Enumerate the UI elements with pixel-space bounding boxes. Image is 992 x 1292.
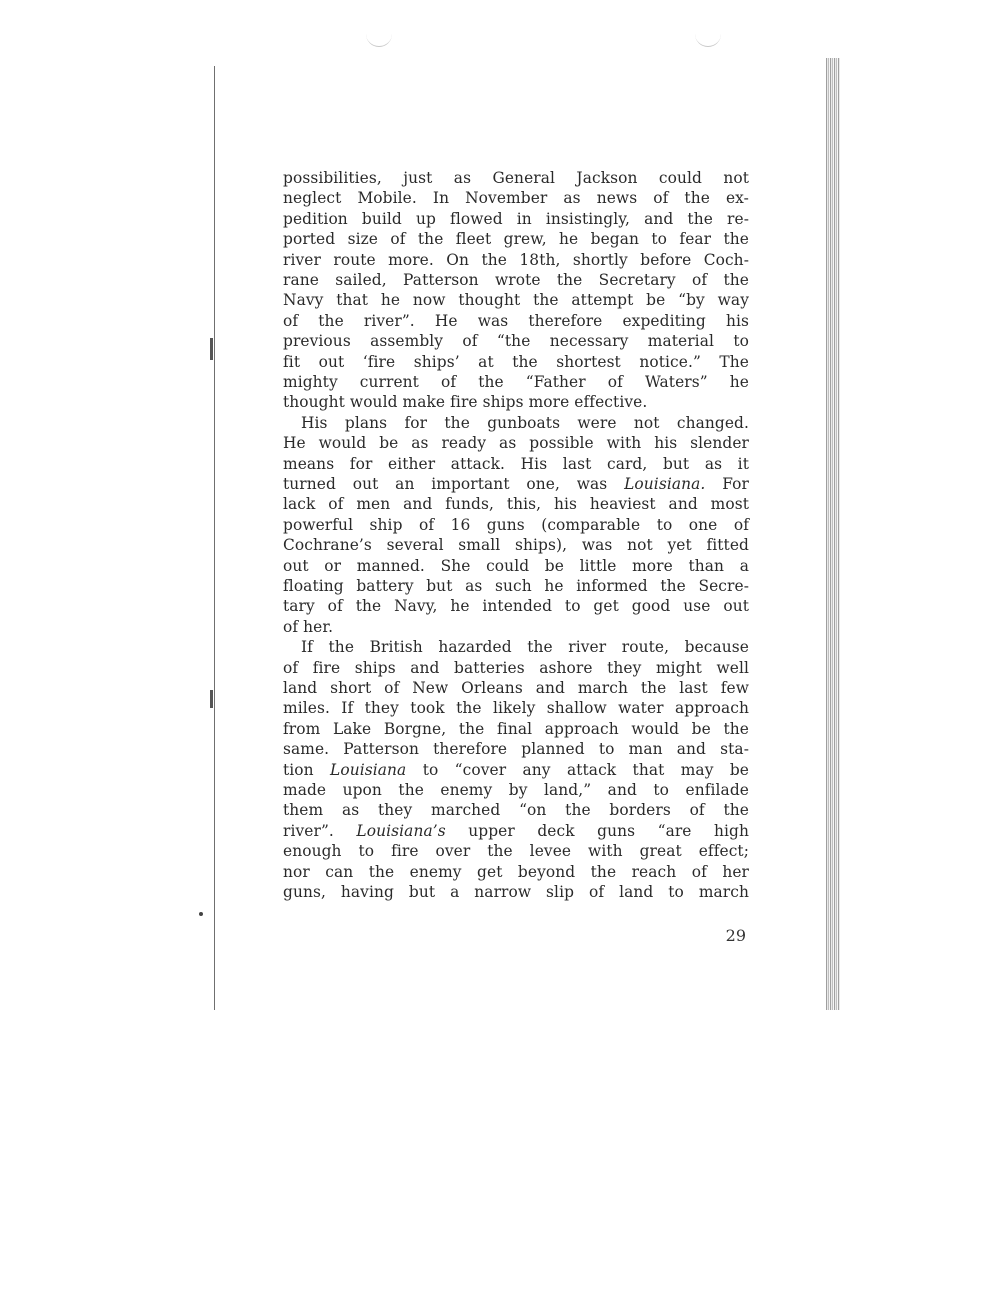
text-segment: turned out an important one, was xyxy=(283,475,608,493)
text-line: out or manned. She could be little more than a xyxy=(283,556,749,575)
text-line: ported size of the fleet grew, he began to fear the xyxy=(283,230,749,249)
page-stack-edge xyxy=(826,58,840,1010)
text-line: enough to fire over the levee with great effect; xyxy=(283,842,749,861)
text-line: of the river”. He was therefore expediting his xyxy=(283,311,749,330)
text-line: Navy that he now thought the attempt be “by way xyxy=(283,291,749,310)
text-line: rane sailed, Patterson wrote the Secretary of the xyxy=(283,271,749,289)
binding-mark xyxy=(210,690,213,708)
text-line: from Lake Borgne, the final approach would be the xyxy=(283,719,749,738)
text-line: lack of men and funds, this, his heaviest and most xyxy=(283,495,749,514)
text-line: them as they marched “on the borders of the xyxy=(283,801,749,820)
text-line: nor can the enemy get beyond the reach of her xyxy=(283,862,749,881)
text-line xyxy=(283,474,749,494)
ship-name: Louisiana’s xyxy=(356,821,446,840)
page-number: 29 xyxy=(725,926,746,945)
text-segment: tion xyxy=(283,760,314,779)
text-segment: upper deck guns “are high xyxy=(468,821,750,840)
text-segment: river”. xyxy=(283,821,334,840)
text-line: If the British hazarded the river route, because xyxy=(301,638,749,657)
punch-hole-shadow-left xyxy=(366,32,392,47)
text-line: same. Patterson therefore planned to man and sta- xyxy=(283,740,749,759)
text-line: guns, having but a narrow slip of land to march xyxy=(283,883,749,901)
text-line: His plans for the gunboats were not changed. xyxy=(301,413,749,432)
text-line: of fire ships and batteries ashore they might well xyxy=(283,658,749,677)
text-line: miles. If they took the likely shallow water approach xyxy=(283,699,749,718)
text-line xyxy=(283,760,749,780)
margin-dot xyxy=(199,912,203,916)
text-line: land short of New Orleans and march the last few xyxy=(283,679,749,697)
text-line: floating battery but as such he informed the Secre- xyxy=(283,577,749,595)
binding-mark xyxy=(210,338,213,360)
text-line xyxy=(283,821,749,841)
text-line: river route more. On the 18th, shortly before Coch- xyxy=(283,250,749,269)
text-line: tary of the Navy, he intended to get good use out xyxy=(283,597,749,616)
text-segment: to “cover any attack that may be xyxy=(422,760,749,779)
text-line: of her. xyxy=(283,617,334,636)
body-text xyxy=(283,168,750,901)
text-line: pedition build up flowed in insistingly, and the re- xyxy=(283,209,749,228)
text-line: possibilities, just as General Jackson could not xyxy=(283,169,749,187)
text-line: mighty current of the “Father of Waters” he xyxy=(283,373,749,391)
text-line: thought would make fire ships more effective. xyxy=(283,393,648,412)
text-line: powerful ship of 16 guns (comparable to one of xyxy=(283,515,749,534)
text-line: made upon the enemy by land,” and to enfilade xyxy=(283,781,749,799)
ship-name: Louisiana xyxy=(330,760,407,779)
text-line: means for either attack. His last card, but as it xyxy=(283,454,749,473)
text-segment: For xyxy=(722,475,749,493)
text-line: fit out ‘fire ships’ at the shortest notice.” The xyxy=(283,352,749,371)
punch-hole-shadow-right xyxy=(695,32,721,47)
text-line: previous assembly of “the necessary material to xyxy=(283,332,749,351)
binding-edge-line xyxy=(214,66,215,1010)
text-line: Cochrane’s several small ships), was not yet fitted xyxy=(283,536,749,555)
text-line: He would be as ready as possible with his slender xyxy=(283,434,749,453)
ship-name: Louisiana. xyxy=(624,475,706,493)
text-line: neglect Mobile. In November as news of the ex- xyxy=(283,189,749,208)
